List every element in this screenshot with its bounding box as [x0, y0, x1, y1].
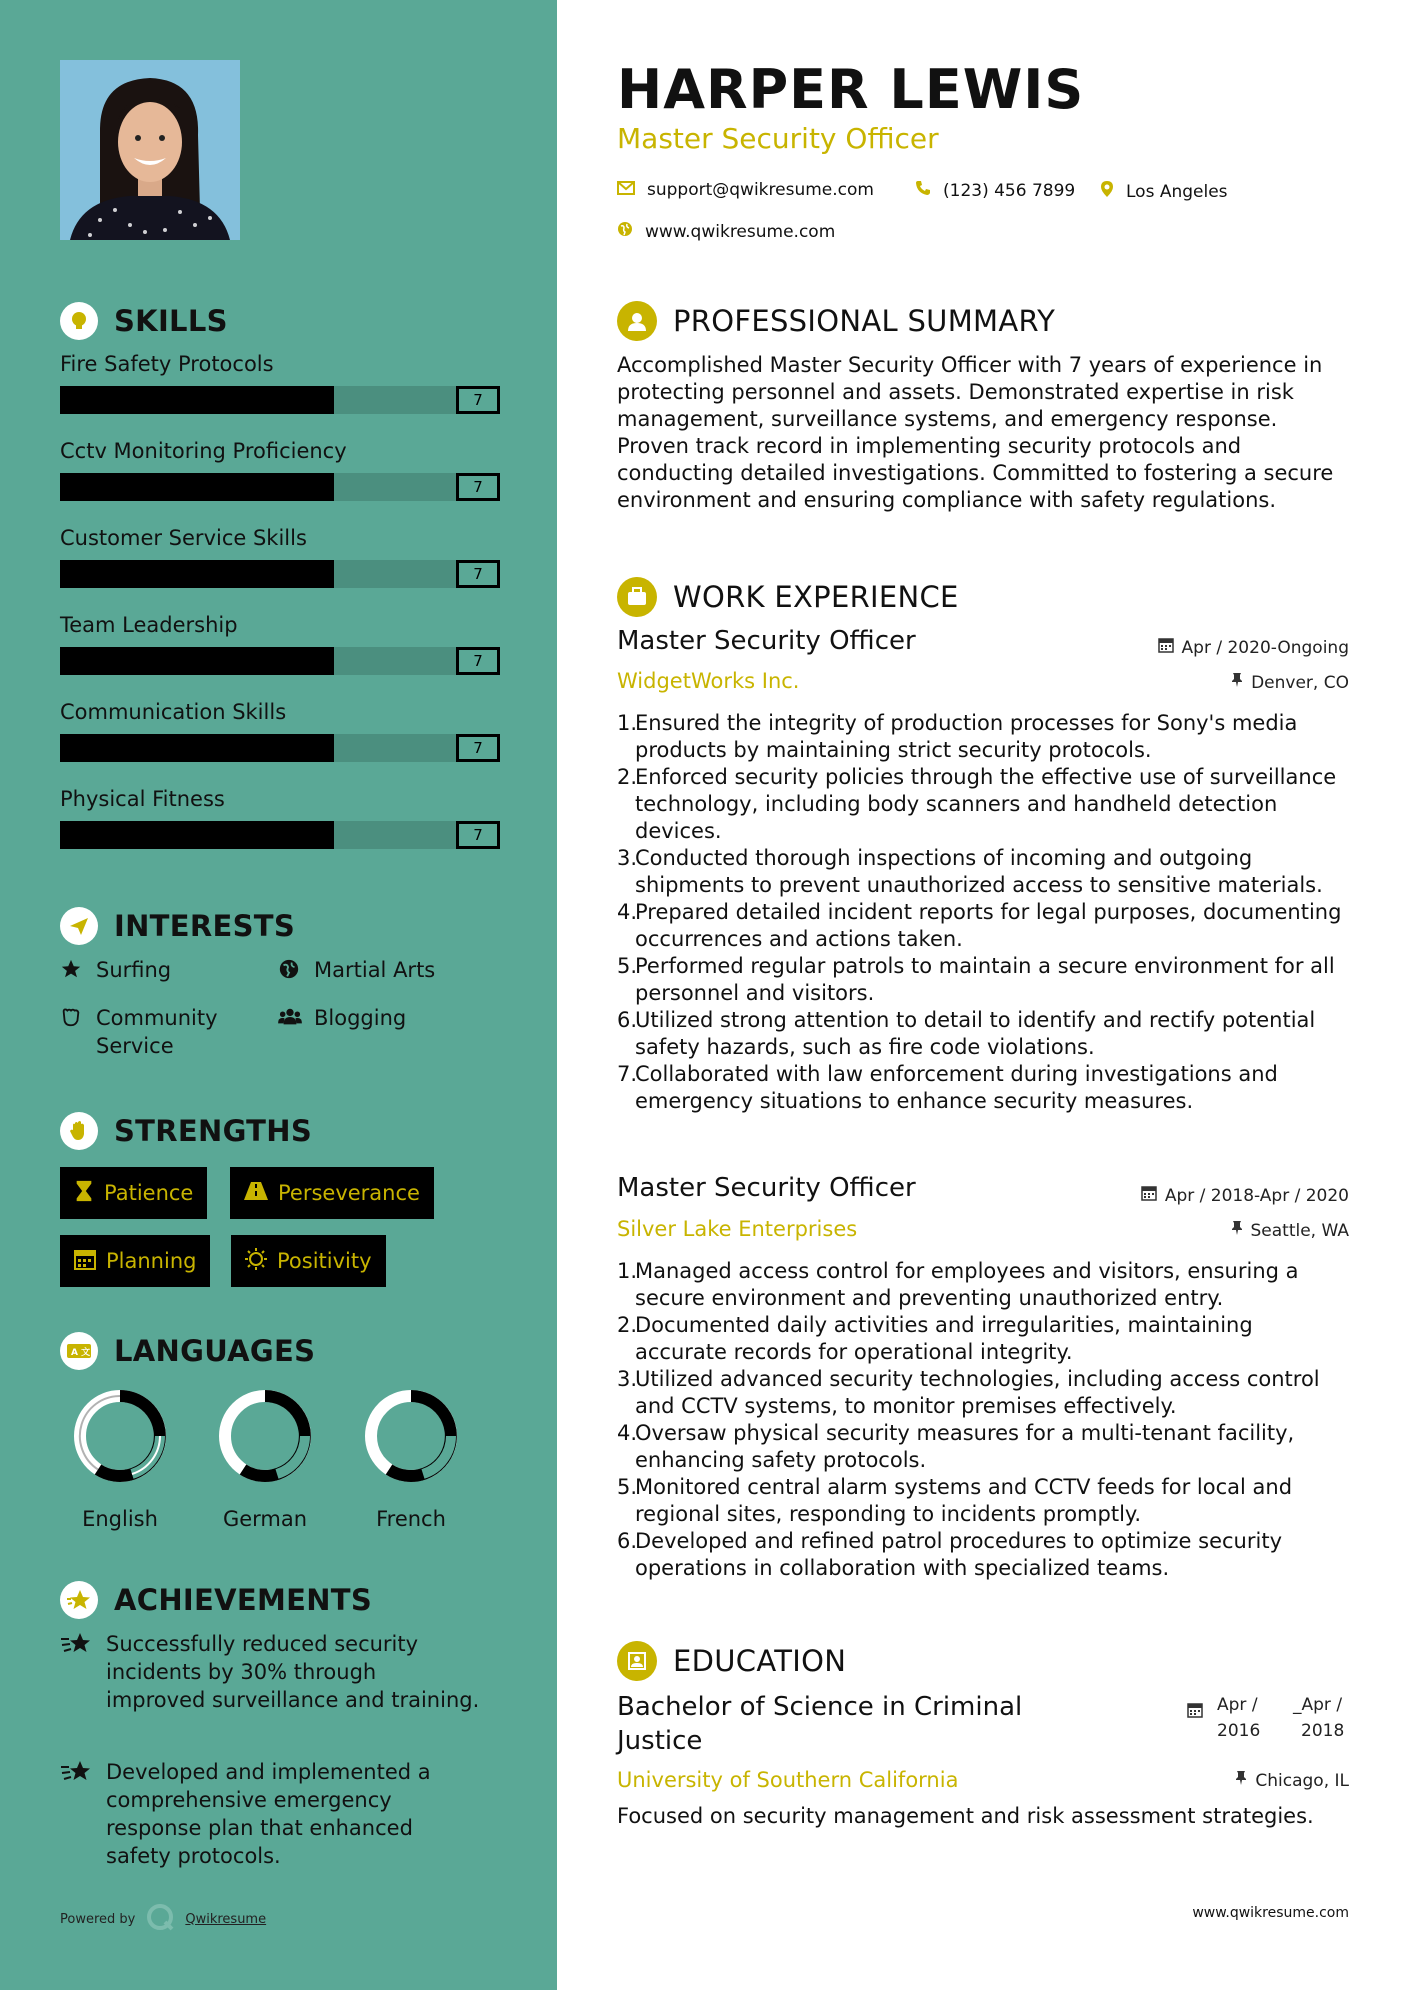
languages-title: LANGUAGES [114, 1334, 316, 1368]
map-pin-icon [1100, 180, 1114, 203]
svg-text:A 文: A 文 [71, 1348, 91, 1358]
interest-item [278, 1004, 498, 1035]
calendar-icon [1158, 637, 1174, 658]
school-name: University of Southern California [617, 1768, 959, 1792]
users-icon [278, 1004, 304, 1035]
skill-item [60, 352, 500, 414]
achievements-title: ACHIEVEMENTS [114, 1583, 373, 1617]
strengths-title: STRENGTHS [114, 1114, 313, 1148]
job-location [1231, 672, 1349, 693]
briefcase-icon [617, 577, 657, 617]
skill-name: Cctv Monitoring Proficiency [60, 439, 347, 463]
job-company: WidgetWorks Inc. [617, 669, 800, 693]
job-bullets [617, 1258, 1349, 1582]
graduate-icon [617, 1641, 657, 1681]
languages-heading [60, 1332, 315, 1370]
job-title: Master Security Officer [617, 626, 916, 656]
skill-bar [60, 386, 500, 414]
skill-bar [60, 734, 500, 762]
language-name: German [222, 1507, 308, 1531]
skill-level: 7 [456, 821, 500, 849]
pushpin-icon [1235, 1770, 1247, 1791]
job-bullet: 6. Developed and refined patrol procedures to optimize security operations in collaboration with specialized teams. [617, 1529, 1283, 1580]
road-icon [244, 1181, 268, 1206]
language-ring [363, 1388, 459, 1484]
star-badge-icon [60, 1581, 98, 1619]
job-bullet: 2. Enforced security policies through the effective use of surveillance technology, including body scanners and handheld detection devices. [617, 765, 1337, 843]
skill-item [60, 613, 500, 675]
job-bullet: 4. Prepared detailed incident reports for legal purposes, documenting occurrences and actions taken. [617, 900, 1342, 951]
skill-name: Communication Skills [60, 700, 287, 724]
strength-label: Perseverance [278, 1181, 420, 1205]
degree-line: Bachelor of Science in Criminal [617, 1692, 1023, 1722]
skill-name: Team Leadership [60, 613, 238, 637]
achievement-item [60, 1630, 480, 1714]
skill-bar [60, 647, 500, 675]
phone-text[interactable]: (123) 456 7899 [943, 180, 1076, 201]
education-start: Apr / 2016 [1217, 1695, 1261, 1741]
achievement-text: Successfully reduced security incidents by 30% through improved surveillance and training. [106, 1632, 480, 1712]
language-item [50, 1388, 190, 1531]
strength-label: Planning [106, 1249, 197, 1273]
job-bullets [617, 710, 1349, 1115]
job-date [1158, 637, 1349, 658]
degree-line: Justice [617, 1726, 703, 1756]
job-title: Master Security Officer [617, 1173, 916, 1203]
sun-icon [245, 1248, 267, 1275]
summary-title: PROFESSIONAL SUMMARY [673, 304, 1056, 338]
hand-icon [60, 1004, 86, 1060]
candidate-name: HARPER LEWIS [617, 58, 1085, 121]
interest-item [60, 956, 260, 987]
job-date [1141, 1185, 1349, 1206]
skill-name: Physical Fitness [60, 787, 225, 811]
skills-title: SKILLS [114, 304, 228, 338]
email-text[interactable]: support@qwikresume.com [647, 180, 874, 200]
interest-label: Surfing [96, 958, 172, 982]
language-item [341, 1388, 481, 1531]
education-heading [617, 1641, 846, 1681]
job-company: Silver Lake Enterprises [617, 1217, 858, 1241]
achievements-heading [60, 1581, 372, 1619]
contact-location [1100, 180, 1228, 203]
website-text[interactable]: www.qwikresume.com [645, 221, 836, 242]
job-bullet: 4. Oversaw physical security measures for a multi-tenant facility, enhancing safety protocols. [617, 1421, 1295, 1472]
paper-plane-icon [60, 907, 98, 945]
powered-by-label: Powered by [60, 1911, 136, 1927]
candidate-role: Master Security Officer [617, 122, 939, 155]
education-title: EDUCATION [673, 1644, 847, 1678]
skill-level: 7 [456, 647, 500, 675]
star-icon [60, 956, 86, 987]
location-text: Los Angeles [1126, 181, 1228, 202]
interest-item [60, 1004, 260, 1060]
experience-title: WORK EXPERIENCE [673, 580, 959, 614]
sidebar [0, 0, 557, 1990]
education-location-text: Chicago, IL [1255, 1770, 1349, 1791]
interest-label: Martial Arts [314, 958, 436, 982]
strength-badge [231, 1235, 386, 1287]
skill-name: Fire Safety Protocols [60, 352, 274, 376]
skill-bar [60, 821, 500, 849]
qwikresume-link[interactable]: Qwikresume [185, 1911, 267, 1927]
footer-url[interactable]: www.qwikresume.com [1192, 1905, 1349, 1921]
envelope-icon [617, 180, 635, 200]
strengths-heading [60, 1112, 312, 1150]
job-location [1231, 1220, 1350, 1241]
interests-heading [60, 907, 295, 945]
education-end: _Apr / 2018 [1293, 1695, 1345, 1741]
skill-item [60, 526, 500, 588]
pushpin-icon [1231, 672, 1243, 693]
job-location-text: Denver, CO [1251, 672, 1349, 693]
experience-heading [617, 577, 959, 617]
shooting-star-icon [60, 1758, 94, 1870]
strength-badge [60, 1167, 207, 1219]
skill-level: 7 [456, 386, 500, 414]
language-name: French [376, 1507, 446, 1531]
interest-label: Community Service [96, 1006, 218, 1058]
calendar-icon [1141, 1185, 1157, 1206]
skill-level: 7 [456, 473, 500, 501]
job-date-text: Apr / 2020-Ongoing [1181, 637, 1349, 658]
profile-photo [60, 60, 240, 240]
education-description: Focused on security management and risk assessment strategies. [617, 1804, 1314, 1828]
skill-name: Customer Service Skills [60, 526, 307, 550]
education-location [1235, 1770, 1349, 1791]
summary-text: Accomplished Master Security Officer with 7 years of experience in protecting personnel and assets. Demonstrated expertise in risk management, surveillance systems, and emergency response. Proven track record in implementing security protocols and conducting detailed investigations. Committed to fostering a secure environment and ensuring compliance with safety regulations. [617, 353, 1334, 512]
language-name: English [82, 1507, 158, 1531]
pushpin-icon [1231, 1220, 1243, 1241]
shooting-star-icon [60, 1630, 94, 1714]
interest-label: Blogging [314, 1006, 407, 1030]
summary-heading [617, 301, 1055, 341]
job-bullet: 1. Managed access control for employees and visitors, ensuring a secure environment and preventing unauthorized entry. [617, 1259, 1299, 1310]
language-ring [217, 1388, 313, 1484]
skill-level: 7 [456, 560, 500, 588]
job-bullet: 1. Ensured the integrity of production processes for Sony's media products by maintaining strict security protocols. [617, 711, 1298, 762]
hourglass-icon [74, 1180, 94, 1207]
strength-badge [60, 1235, 210, 1287]
lightbulb-icon [60, 302, 98, 340]
interest-item [278, 956, 498, 987]
language-ring [72, 1388, 168, 1484]
calendar-icon [1187, 1692, 1203, 1744]
qwikresume-logo-icon [145, 1902, 175, 1936]
achievement-item [60, 1758, 480, 1870]
job-bullet: 2. Documented daily activities and irregularities, maintaining accurate records for operational integrity. [617, 1313, 1253, 1364]
user-icon [617, 301, 657, 341]
education-dates [1187, 1692, 1349, 1744]
achievement-text: Developed and implemented a comprehensive emergency response plan that enhanced safety protocols. [106, 1760, 431, 1868]
job-location-text: Seattle, WA [1250, 1220, 1349, 1241]
skill-level: 7 [456, 734, 500, 762]
powered-by [60, 1902, 266, 1936]
calendar-icon [74, 1248, 96, 1275]
skill-bar [60, 560, 500, 588]
job-bullet: 3. Utilized advanced security technologies, including access control and CCTV systems, to monitor premises effectively. [617, 1367, 1320, 1418]
job-bullet: 5. Performed regular patrols to maintain a secure environment for all personnel and visitors. [617, 954, 1335, 1005]
skill-bar [60, 473, 500, 501]
job-bullet: 5. Monitored central alarm systems and CCTV feeds for local and regional sites, responding to incidents promptly. [617, 1475, 1293, 1526]
strength-label: Positivity [277, 1249, 372, 1273]
globe-icon [278, 956, 304, 987]
job-date-text: Apr / 2018-Apr / 2020 [1164, 1185, 1349, 1206]
job-bullet: 6. Utilized strong attention to detail to identify and rectify potential safety hazards, such as fire code violations. [617, 1008, 1316, 1059]
degree-title [617, 1690, 1067, 1758]
skill-item [60, 439, 500, 501]
strength-badge [230, 1167, 434, 1219]
phone-icon [915, 180, 931, 201]
job-bullet: 7. Collaborated with law enforcement during investigations and emergency situations to enhance security measures. [617, 1062, 1278, 1113]
contact-email [617, 180, 874, 200]
contact-phone [915, 180, 1075, 201]
contact-website [617, 221, 835, 242]
job-bullet: 3. Conducted thorough inspections of incoming and outgoing shipments to prevent unauthorized access to sensitive materials. [617, 846, 1323, 897]
skill-item [60, 787, 500, 849]
globe-icon [617, 221, 633, 242]
skills-heading [60, 302, 228, 340]
raised-hand-icon [60, 1112, 98, 1150]
language-item [195, 1388, 335, 1531]
strength-label: Patience [104, 1181, 194, 1205]
translate-icon [60, 1332, 98, 1370]
skill-item [60, 700, 500, 762]
interests-title: INTERESTS [114, 909, 296, 943]
